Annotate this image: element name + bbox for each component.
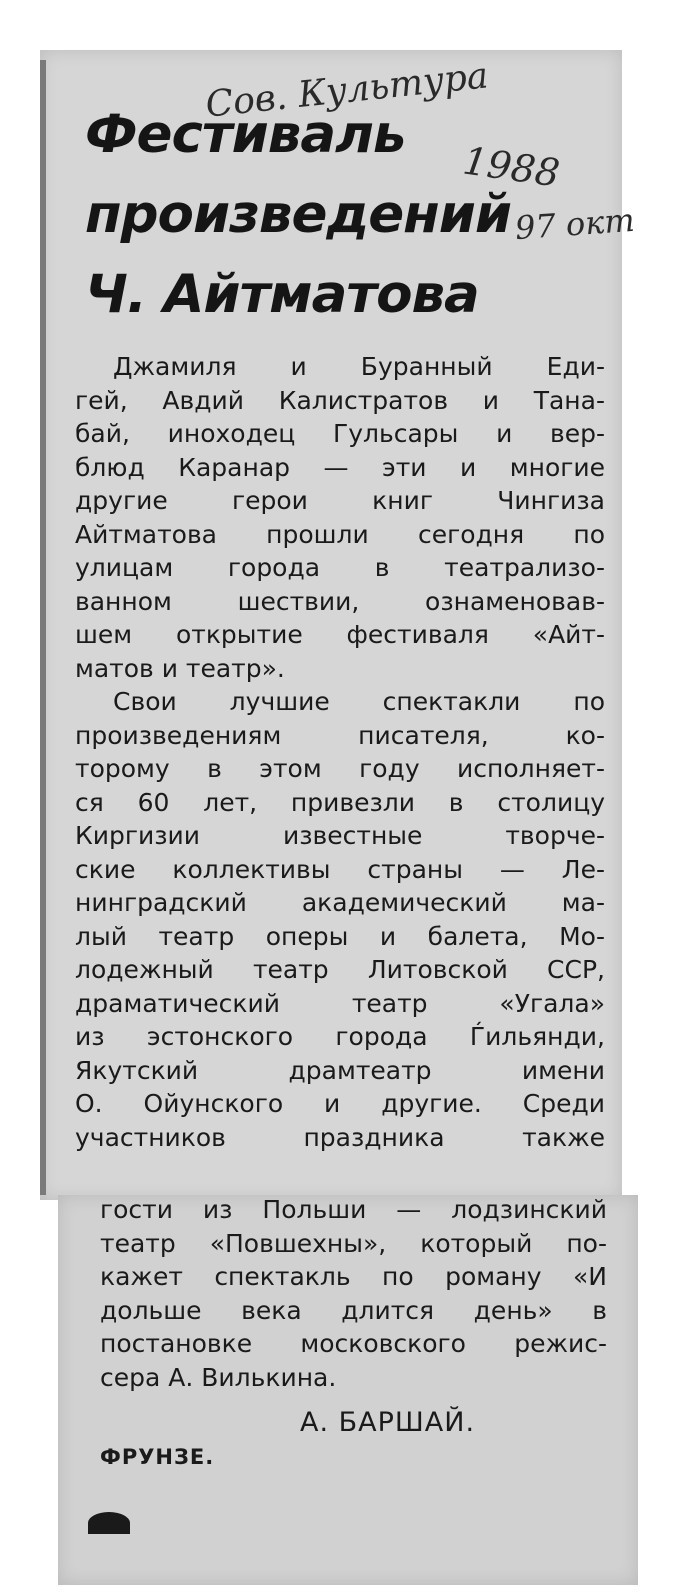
headline-line-3: Ч. Айтматова — [85, 264, 479, 325]
article-line: Свои лучшие спектакли по — [113, 687, 605, 716]
article-line: матов и театр». — [75, 653, 285, 683]
article-line: бай, иноходец Гульсары и вер- — [75, 419, 605, 448]
handwritten-year-note: 1988 — [460, 138, 563, 196]
article-line: Айтматова прошли сегодня по — [75, 519, 605, 549]
handwritten-source-note: Сов. Культура — [203, 55, 491, 126]
article-body-part-1 — [75, 350, 605, 1154]
article-line: лый театр оперы и балета, Мо- — [75, 921, 605, 951]
article-line: постановке московского режис- — [100, 1329, 607, 1358]
article-line: О. Ойунского и другие. Среди — [75, 1089, 605, 1118]
article-line: торому в этом году исполняет- — [75, 754, 605, 783]
article-line: гей, Авдий Калистратов и Тана- — [75, 385, 605, 415]
article-line: сера А. Вилькина. — [100, 1362, 337, 1392]
article-line: Джамиля и Буранный Еди- — [113, 352, 605, 381]
headline-line-2: произведений — [85, 184, 512, 245]
article-body-part-2 — [100, 1193, 607, 1394]
article-line: нинградский академический ма- — [75, 888, 605, 917]
article-line: Якутский драмтеатр имени — [75, 1055, 605, 1085]
article-line: участников праздника также — [75, 1122, 605, 1152]
ink-blot-mark — [88, 1512, 130, 1534]
article-line: кажет спектакль по роману «И — [100, 1262, 607, 1291]
dateline: ФРУНЗЕ. — [100, 1445, 215, 1469]
article-line: ванном шествии, ознаменовав- — [75, 586, 605, 616]
article-line: произведениям писателя, ко- — [75, 720, 605, 750]
author-signature: А. БАРШАЙ. — [300, 1407, 476, 1438]
article-line: ские коллективы страны — Ле- — [75, 854, 605, 884]
article-line: театр «Повшехны», который по- — [100, 1228, 607, 1258]
article-line: ся 60 лет, привезли в столицу — [75, 787, 605, 817]
article-line: из эстонского города Ѓильянди, — [75, 1022, 605, 1051]
article-line: гости из Польши — лодзинский — [100, 1195, 607, 1224]
article-line: дольше века длится день» в — [100, 1295, 607, 1325]
article-line: блюд Каранар — эти и многие — [75, 452, 605, 482]
handwritten-date-note: 97 окт — [513, 200, 636, 248]
headline-line-1: Фестиваль — [85, 104, 406, 165]
article-line: улицам города в театрализо- — [75, 553, 605, 582]
article-line: лодежный театр Литовской ССР, — [75, 955, 605, 984]
article-line: другие герои книг Чингиза — [75, 486, 605, 515]
article-line: шем открытие фестиваля «Айт- — [75, 620, 605, 649]
article-line: драматический театр «Угала» — [75, 988, 605, 1018]
clipping-edge-shadow — [40, 60, 46, 1195]
article-line: Киргизии известные творче- — [75, 821, 605, 850]
